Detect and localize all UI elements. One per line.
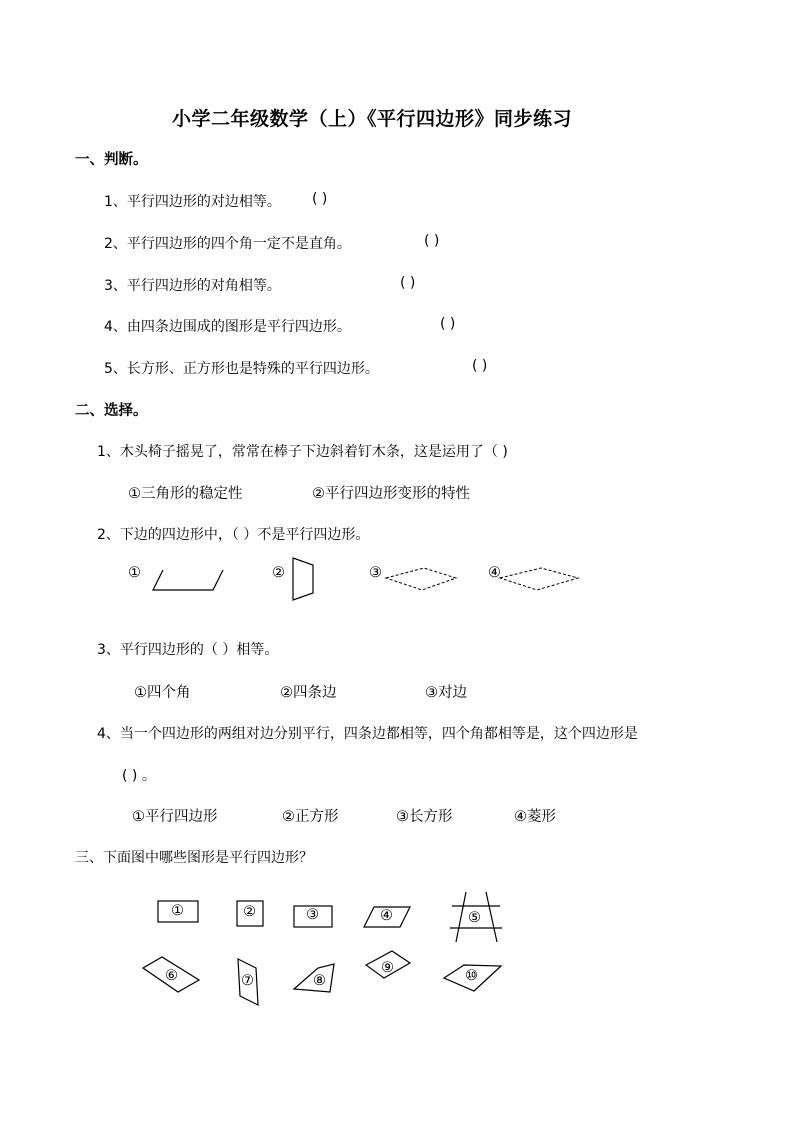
s3-label-10: ⑩ xyxy=(465,968,478,984)
s3-label-6: ⑥ xyxy=(165,968,178,984)
judge-item-3-text: 3、平行四边形的对角相等。 xyxy=(104,278,281,294)
s3-label-4: ④ xyxy=(380,908,393,924)
choice-q4-paren: ( ) 。 xyxy=(122,768,156,784)
choice-q1-option-2: ②平行四边形变形的特性 xyxy=(312,486,470,502)
s3-label-3: ③ xyxy=(306,907,319,923)
choice-q3-option-2: ②四条边 xyxy=(280,685,337,701)
choice-q3-option-1: ①四个角 xyxy=(134,685,191,701)
judge-item-2-paren: ( ) xyxy=(424,233,440,249)
judge-item-4-text: 4、由四条边围成的图形是平行四边形。 xyxy=(104,319,351,335)
judge-item-5-text: 5、长方形、正方形也是特殊的平行四边形。 xyxy=(104,361,379,377)
choice-q4-option-1: ①平行四边形 xyxy=(132,809,218,825)
s3-label-5: ⑤ xyxy=(468,910,481,926)
section-3-heading: 三、下面图中哪些图形是平行四边形？ xyxy=(75,850,313,866)
s3-label-7: ⑦ xyxy=(241,973,254,989)
s3-label-8: ⑧ xyxy=(313,973,326,989)
choice-q1-option-1: ①三角形的稳定性 xyxy=(128,486,243,502)
q2-shape-label-4: ④ xyxy=(488,565,501,581)
s3-label-2: ② xyxy=(243,904,256,920)
q2-shape-label-1: ① xyxy=(128,565,141,581)
s3-label-1: ① xyxy=(171,903,184,919)
page-title: 小学二年级数学（上）《平行四边形》同步练习 xyxy=(172,108,573,130)
choice-q3-text: 3、平行四边形的（ ）相等。 xyxy=(97,642,279,658)
judge-item-2-text: 2、平行四边形的四个角一定不是直角。 xyxy=(104,236,351,252)
choice-q4-option-3: ③长方形 xyxy=(396,809,453,825)
judge-item-1-paren: ( ) xyxy=(312,191,328,207)
judge-item-4-paren: ( ) xyxy=(440,316,456,332)
section-1-heading: 一、判断。 xyxy=(75,152,148,168)
q2-shape-3 xyxy=(386,568,456,590)
q2-shape-4 xyxy=(500,568,578,590)
choice-q3-option-3: ③对边 xyxy=(425,685,467,701)
q2-shape-label-2: ② xyxy=(272,565,285,581)
judge-item-3-paren: ( ) xyxy=(400,275,416,291)
choice-q4-option-2: ②正方形 xyxy=(282,809,339,825)
choice-q1-text: 1、木头椅子摇晃了，常常在棒子下边斜着钉木条，这是运用了（ ) xyxy=(97,444,508,460)
judge-item-1-text: 1、平行四边形的对边相等。 xyxy=(104,194,281,210)
s3-label-9: ⑨ xyxy=(381,960,394,976)
choice-q4-option-4: ④菱形 xyxy=(514,809,556,825)
q2-shape-label-3: ③ xyxy=(369,565,382,581)
choice-q4-text: 4、当一个四边形的两组对边分别平行，四条边都相等，四个角都相等是，这个四边形是 xyxy=(97,726,638,742)
judge-item-5-paren: ( ) xyxy=(472,358,488,374)
choice-q2-text: 2、下边的四边形中，（ ）不是平行四边形。 xyxy=(97,527,370,543)
q2-shape-2 xyxy=(293,558,313,600)
section-2-heading: 二、选择。 xyxy=(75,403,148,419)
q2-shape-1 xyxy=(153,570,223,590)
